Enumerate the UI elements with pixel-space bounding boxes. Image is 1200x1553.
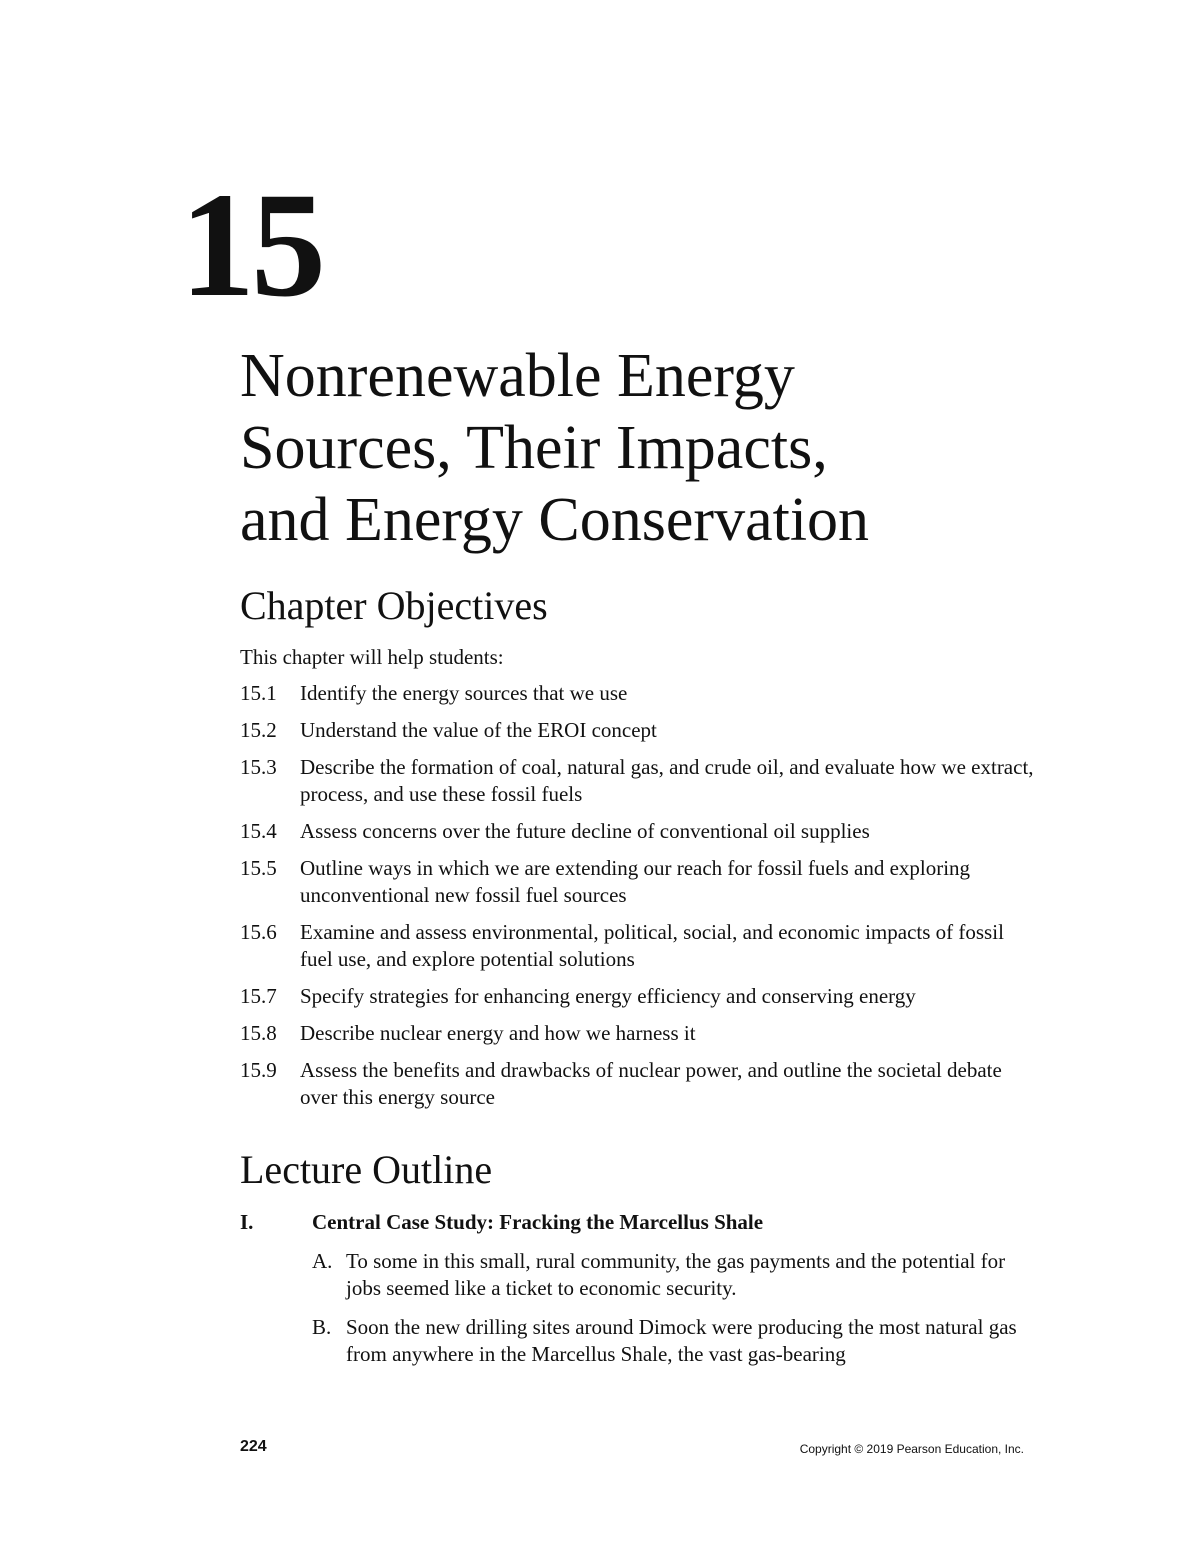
objective-item [240, 680, 1040, 707]
objective-text: Describe nuclear energy and how we harness it [300, 1021, 696, 1045]
chapter-title-line: Nonrenewable Energy [240, 342, 795, 410]
objective-number: 15.2 [240, 718, 277, 742]
objective-number: 15.8 [240, 1021, 277, 1045]
outline-sublist [312, 1248, 1032, 1380]
objective-item [240, 1020, 1040, 1047]
outline-subitem [312, 1314, 1032, 1368]
objective-text: Assess concerns over the future decline of conventional oil supplies [300, 819, 870, 843]
chapter-title [240, 340, 1120, 556]
outline-section-numeral: I. [240, 1210, 254, 1234]
chapter-number: 15 [180, 162, 322, 328]
objective-text: Outline ways in which we are extending our reach for fossil fuels and exploring unconventional new fossil fuel sources [300, 856, 971, 907]
outline-subitem-text: To some in this small, rural community, the gas payments and the potential for jobs seemed like a ticket to economic security. [346, 1249, 1006, 1300]
outline-section-title: Central Case Study: Fracking the Marcellus Shale [312, 1210, 764, 1234]
outline-subitem-text: Soon the new drilling sites around Dimock were producing the most natural gas from anywhere in the Marcellus Shale, the vast gas-bearing [346, 1315, 1017, 1366]
objectives-intro: This chapter will help students: [240, 645, 504, 669]
chapter-title-line: Sources, Their Impacts, [240, 414, 828, 482]
objective-text: Assess the benefits and drawbacks of nuclear power, and outline the societal debate over this energy source [300, 1058, 1002, 1109]
outline-subitem-letter: B. [312, 1315, 332, 1339]
objective-number: 15.4 [240, 819, 277, 843]
objective-item [240, 754, 1040, 808]
objective-text: Describe the formation of coal, natural gas, and crude oil, and evaluate how we extract, process, and use these fossil fuels [300, 755, 1034, 806]
objective-item [240, 717, 1040, 744]
objective-text: Examine and assess environmental, political, social, and economic impacts of fossil fuel use, and explore potential solutions [300, 920, 1004, 971]
objective-text: Identify the energy sources that we use [300, 681, 628, 705]
objective-item [240, 983, 1040, 1010]
objective-number: 15.9 [240, 1058, 277, 1082]
objective-item [240, 855, 1040, 909]
objective-item [240, 919, 1040, 973]
objective-number: 15.6 [240, 920, 277, 944]
objective-item [240, 1057, 1040, 1111]
objective-number: 15.5 [240, 856, 277, 880]
copyright-notice: Copyright © 2019 Pearson Education, Inc. [799, 1442, 1024, 1456]
outline-section-heading [240, 1208, 1040, 1236]
objective-number: 15.3 [240, 755, 277, 779]
chapter-title-line: and Energy Conservation [240, 486, 870, 554]
objective-number: 15.1 [240, 681, 277, 705]
outline-heading: Lecture Outline [240, 1147, 493, 1192]
objective-number: 15.7 [240, 984, 277, 1008]
objectives-list [240, 680, 1040, 1121]
objective-text: Understand the value of the EROI concept [300, 718, 657, 742]
objective-text: Specify strategies for enhancing energy efficiency and conserving energy [300, 984, 916, 1008]
page-number: 224 [240, 1438, 267, 1455]
objective-item [240, 818, 1040, 845]
objectives-heading: Chapter Objectives [240, 583, 548, 628]
outline-subitem-letter: A. [312, 1249, 333, 1273]
outline-subitem [312, 1248, 1032, 1302]
